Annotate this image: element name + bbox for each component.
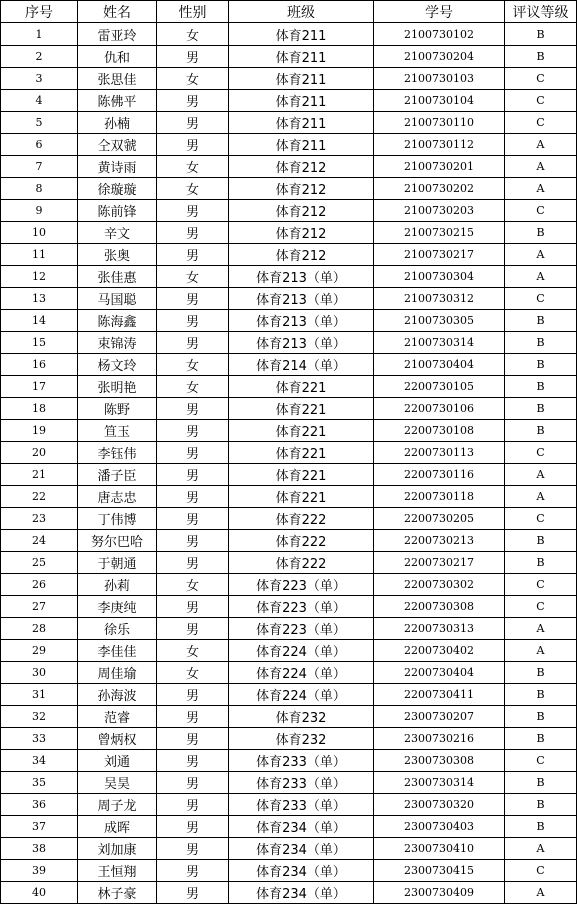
cell-gender: 男 <box>157 530 229 552</box>
cell-index: 5 <box>1 112 78 134</box>
cell-grade: B <box>505 728 577 750</box>
cell-student-id: 2100730104 <box>374 90 505 112</box>
cell-gender: 男 <box>157 750 229 772</box>
cell-index: 33 <box>1 728 78 750</box>
cell-grade: B <box>505 376 577 398</box>
table-row <box>1 486 577 508</box>
cell-student-id: 2200730118 <box>374 486 505 508</box>
table-row <box>1 310 577 332</box>
cell-name: 刘加康 <box>78 838 157 860</box>
cell-name: 于朝通 <box>78 552 157 574</box>
cell-name: 林子豪 <box>78 882 157 904</box>
cell-class: 体育212 <box>229 222 374 244</box>
table-row <box>1 596 577 618</box>
cell-gender: 男 <box>157 134 229 156</box>
cell-grade: B <box>505 662 577 684</box>
cell-name: 徐乐 <box>78 618 157 640</box>
cell-name: 范睿 <box>78 706 157 728</box>
table-row <box>1 552 577 574</box>
cell-grade: C <box>505 508 577 530</box>
table-row <box>1 728 577 750</box>
cell-name: 徐璇璇 <box>78 178 157 200</box>
cell-name: 张奥 <box>78 244 157 266</box>
cell-student-id: 2100730304 <box>374 266 505 288</box>
cell-student-id: 2100730112 <box>374 134 505 156</box>
table-row <box>1 750 577 772</box>
cell-name: 陈佛平 <box>78 90 157 112</box>
cell-index: 8 <box>1 178 78 200</box>
cell-grade: B <box>505 684 577 706</box>
table-body <box>1 23 577 904</box>
cell-gender: 男 <box>157 464 229 486</box>
cell-grade: A <box>505 618 577 640</box>
cell-gender: 男 <box>157 618 229 640</box>
cell-student-id: 2100730215 <box>374 222 505 244</box>
cell-index: 28 <box>1 618 78 640</box>
cell-gender: 女 <box>157 23 229 46</box>
cell-student-id: 2200730402 <box>374 640 505 662</box>
cell-name: 辛文 <box>78 222 157 244</box>
cell-index: 7 <box>1 156 78 178</box>
cell-name: 黄诗雨 <box>78 156 157 178</box>
cell-student-id: 2100730201 <box>374 156 505 178</box>
cell-grade: C <box>505 112 577 134</box>
cell-name: 李钰伟 <box>78 442 157 464</box>
cell-gender: 男 <box>157 398 229 420</box>
cell-class: 体育223（单） <box>229 574 374 596</box>
cell-grade: A <box>505 464 577 486</box>
cell-name: 王恒翔 <box>78 860 157 882</box>
cell-student-id: 2100730202 <box>374 178 505 200</box>
cell-index: 10 <box>1 222 78 244</box>
table-row <box>1 266 577 288</box>
table-row <box>1 530 577 552</box>
header-class: 班级 <box>229 1 374 23</box>
cell-student-id: 2300730403 <box>374 816 505 838</box>
table-row <box>1 354 577 376</box>
cell-name: 马国聪 <box>78 288 157 310</box>
cell-class: 体育211 <box>229 134 374 156</box>
table-row <box>1 222 577 244</box>
cell-student-id: 2200730217 <box>374 552 505 574</box>
cell-index: 31 <box>1 684 78 706</box>
cell-grade: A <box>505 178 577 200</box>
cell-name: 曾炳权 <box>78 728 157 750</box>
cell-student-id: 2100730103 <box>374 68 505 90</box>
table-row <box>1 288 577 310</box>
cell-name: 李庚纯 <box>78 596 157 618</box>
table-row <box>1 244 577 266</box>
cell-index: 24 <box>1 530 78 552</box>
cell-grade: B <box>505 420 577 442</box>
cell-index: 36 <box>1 794 78 816</box>
header-grade: 评议等级 <box>505 1 577 23</box>
cell-name: 雷亚玲 <box>78 23 157 46</box>
table-row <box>1 816 577 838</box>
table-row <box>1 662 577 684</box>
cell-student-id: 2100730204 <box>374 46 505 68</box>
cell-class: 体育212 <box>229 156 374 178</box>
table-row <box>1 200 577 222</box>
cell-grade: C <box>505 750 577 772</box>
cell-index: 40 <box>1 882 78 904</box>
cell-class: 体育234（单） <box>229 838 374 860</box>
cell-class: 体育211 <box>229 90 374 112</box>
cell-index: 2 <box>1 46 78 68</box>
cell-student-id: 2300730320 <box>374 794 505 816</box>
cell-grade: B <box>505 332 577 354</box>
cell-grade: B <box>505 310 577 332</box>
table-row <box>1 508 577 530</box>
cell-index: 37 <box>1 816 78 838</box>
cell-name: 张思佳 <box>78 68 157 90</box>
cell-name: 孙莉 <box>78 574 157 596</box>
cell-student-id: 2200730213 <box>374 530 505 552</box>
cell-index: 14 <box>1 310 78 332</box>
cell-class: 体育213（单） <box>229 288 374 310</box>
cell-gender: 男 <box>157 46 229 68</box>
cell-class: 体育223（单） <box>229 618 374 640</box>
cell-class: 体育221 <box>229 420 374 442</box>
cell-class: 体育213（单） <box>229 310 374 332</box>
cell-student-id: 2200730106 <box>374 398 505 420</box>
cell-gender: 男 <box>157 332 229 354</box>
cell-student-id: 2300730410 <box>374 838 505 860</box>
cell-class: 体育234（单） <box>229 882 374 904</box>
cell-index: 11 <box>1 244 78 266</box>
cell-gender: 男 <box>157 442 229 464</box>
cell-class: 体育213（单） <box>229 266 374 288</box>
cell-name: 仝双虢 <box>78 134 157 156</box>
cell-grade: A <box>505 640 577 662</box>
cell-class: 体育213（单） <box>229 332 374 354</box>
cell-class: 体育211 <box>229 68 374 90</box>
cell-gender: 男 <box>157 596 229 618</box>
cell-index: 21 <box>1 464 78 486</box>
cell-student-id: 2200730105 <box>374 376 505 398</box>
cell-index: 26 <box>1 574 78 596</box>
cell-name: 唐志忠 <box>78 486 157 508</box>
cell-gender: 女 <box>157 178 229 200</box>
cell-gender: 女 <box>157 354 229 376</box>
cell-grade: A <box>505 882 577 904</box>
cell-gender: 男 <box>157 794 229 816</box>
cell-class: 体育224（单） <box>229 662 374 684</box>
cell-grade: B <box>505 552 577 574</box>
cell-class: 体育212 <box>229 200 374 222</box>
header-index: 序号 <box>1 1 78 23</box>
cell-student-id: 2200730113 <box>374 442 505 464</box>
table-row <box>1 90 577 112</box>
cell-gender: 男 <box>157 310 229 332</box>
cell-index: 13 <box>1 288 78 310</box>
cell-index: 23 <box>1 508 78 530</box>
cell-name: 孙海波 <box>78 684 157 706</box>
cell-name: 吴昊 <box>78 772 157 794</box>
cell-gender: 女 <box>157 574 229 596</box>
cell-class: 体育222 <box>229 552 374 574</box>
cell-name: 笪玉 <box>78 420 157 442</box>
cell-name: 张佳惠 <box>78 266 157 288</box>
cell-gender: 男 <box>157 882 229 904</box>
table-row <box>1 706 577 728</box>
cell-grade: C <box>505 288 577 310</box>
table-row <box>1 772 577 794</box>
cell-index: 3 <box>1 68 78 90</box>
cell-grade: C <box>505 860 577 882</box>
cell-class: 体育222 <box>229 508 374 530</box>
cell-name: 仇和 <box>78 46 157 68</box>
cell-grade: A <box>505 266 577 288</box>
cell-class: 体育221 <box>229 376 374 398</box>
cell-name: 成晖 <box>78 816 157 838</box>
table-row <box>1 684 577 706</box>
cell-gender: 男 <box>157 200 229 222</box>
cell-gender: 女 <box>157 266 229 288</box>
cell-gender: 男 <box>157 860 229 882</box>
cell-class: 体育223（单） <box>229 596 374 618</box>
cell-gender: 女 <box>157 376 229 398</box>
cell-class: 体育232 <box>229 728 374 750</box>
cell-class: 体育212 <box>229 178 374 200</box>
cell-student-id: 2100730217 <box>374 244 505 266</box>
cell-grade: B <box>505 222 577 244</box>
cell-name: 陈海鑫 <box>78 310 157 332</box>
cell-student-id: 2200730302 <box>374 574 505 596</box>
table-row <box>1 618 577 640</box>
cell-student-id: 2100730312 <box>374 288 505 310</box>
header-gender: 性别 <box>157 1 229 23</box>
cell-class: 体育233（单） <box>229 772 374 794</box>
cell-student-id: 2200730308 <box>374 596 505 618</box>
header-name: 姓名 <box>78 1 157 23</box>
cell-name: 杨文玲 <box>78 354 157 376</box>
cell-grade: C <box>505 200 577 222</box>
cell-gender: 男 <box>157 112 229 134</box>
cell-gender: 男 <box>157 772 229 794</box>
cell-grade: B <box>505 794 577 816</box>
cell-name: 张明艳 <box>78 376 157 398</box>
table-row <box>1 464 577 486</box>
cell-index: 29 <box>1 640 78 662</box>
cell-class: 体育233（单） <box>229 794 374 816</box>
cell-class: 体育222 <box>229 530 374 552</box>
header-row <box>1 1 577 23</box>
cell-student-id: 2100730110 <box>374 112 505 134</box>
cell-student-id: 2300730216 <box>374 728 505 750</box>
cell-gender: 男 <box>157 486 229 508</box>
cell-class: 体育224（单） <box>229 684 374 706</box>
cell-grade: B <box>505 23 577 46</box>
cell-gender: 男 <box>157 508 229 530</box>
cell-class: 体育211 <box>229 112 374 134</box>
cell-index: 6 <box>1 134 78 156</box>
cell-gender: 女 <box>157 640 229 662</box>
cell-gender: 男 <box>157 420 229 442</box>
cell-gender: 男 <box>157 816 229 838</box>
cell-name: 丁伟博 <box>78 508 157 530</box>
cell-student-id: 2300730308 <box>374 750 505 772</box>
table-row <box>1 112 577 134</box>
cell-gender: 女 <box>157 156 229 178</box>
cell-index: 27 <box>1 596 78 618</box>
cell-gender: 男 <box>157 728 229 750</box>
cell-student-id: 2300730207 <box>374 706 505 728</box>
cell-name: 努尔巴哈 <box>78 530 157 552</box>
cell-index: 1 <box>1 23 78 46</box>
table-row <box>1 838 577 860</box>
table-row <box>1 640 577 662</box>
cell-class: 体育221 <box>229 398 374 420</box>
cell-index: 9 <box>1 200 78 222</box>
cell-grade: B <box>505 46 577 68</box>
cell-index: 39 <box>1 860 78 882</box>
cell-grade: A <box>505 156 577 178</box>
table-row <box>1 794 577 816</box>
table-row <box>1 23 577 46</box>
cell-grade: B <box>505 772 577 794</box>
cell-gender: 女 <box>157 662 229 684</box>
table-row <box>1 332 577 354</box>
table-row <box>1 420 577 442</box>
header-student-id: 学号 <box>374 1 505 23</box>
cell-name: 束锦涛 <box>78 332 157 354</box>
cell-class: 体育212 <box>229 244 374 266</box>
cell-student-id: 2100730305 <box>374 310 505 332</box>
cell-index: 17 <box>1 376 78 398</box>
cell-class: 体育211 <box>229 46 374 68</box>
table-row <box>1 376 577 398</box>
cell-gender: 男 <box>157 244 229 266</box>
cell-student-id: 2100730404 <box>374 354 505 376</box>
cell-index: 38 <box>1 838 78 860</box>
table-row <box>1 398 577 420</box>
cell-grade: B <box>505 816 577 838</box>
cell-student-id: 2200730116 <box>374 464 505 486</box>
cell-student-id: 2100730203 <box>374 200 505 222</box>
cell-grade: A <box>505 244 577 266</box>
cell-class: 体育214（单） <box>229 354 374 376</box>
cell-grade: B <box>505 706 577 728</box>
cell-gender: 女 <box>157 68 229 90</box>
cell-grade: C <box>505 442 577 464</box>
cell-name: 周子龙 <box>78 794 157 816</box>
cell-name: 周佳瑜 <box>78 662 157 684</box>
cell-student-id: 2200730108 <box>374 420 505 442</box>
cell-gender: 男 <box>157 684 229 706</box>
cell-class: 体育224（单） <box>229 640 374 662</box>
cell-class: 体育211 <box>229 23 374 46</box>
table-row <box>1 68 577 90</box>
cell-index: 30 <box>1 662 78 684</box>
cell-index: 16 <box>1 354 78 376</box>
cell-class: 体育234（单） <box>229 816 374 838</box>
cell-gender: 男 <box>157 706 229 728</box>
cell-index: 18 <box>1 398 78 420</box>
cell-student-id: 2300730409 <box>374 882 505 904</box>
cell-student-id: 2200730313 <box>374 618 505 640</box>
cell-grade: B <box>505 530 577 552</box>
cell-gender: 男 <box>157 838 229 860</box>
cell-student-id: 2300730314 <box>374 772 505 794</box>
cell-index: 22 <box>1 486 78 508</box>
cell-name: 陈前锋 <box>78 200 157 222</box>
cell-name: 刘通 <box>78 750 157 772</box>
cell-grade: C <box>505 596 577 618</box>
cell-index: 19 <box>1 420 78 442</box>
cell-grade: A <box>505 838 577 860</box>
cell-index: 35 <box>1 772 78 794</box>
table-row <box>1 156 577 178</box>
cell-student-id: 2200730404 <box>374 662 505 684</box>
cell-class: 体育232 <box>229 706 374 728</box>
cell-index: 15 <box>1 332 78 354</box>
cell-student-id: 2100730314 <box>374 332 505 354</box>
cell-gender: 男 <box>157 288 229 310</box>
cell-student-id: 2200730205 <box>374 508 505 530</box>
cell-name: 陈野 <box>78 398 157 420</box>
cell-name: 潘子臣 <box>78 464 157 486</box>
cell-grade: A <box>505 134 577 156</box>
cell-index: 25 <box>1 552 78 574</box>
table-row <box>1 46 577 68</box>
cell-class: 体育233（单） <box>229 750 374 772</box>
cell-class: 体育221 <box>229 486 374 508</box>
cell-index: 32 <box>1 706 78 728</box>
cell-grade: A <box>505 486 577 508</box>
table-row <box>1 442 577 464</box>
cell-class: 体育221 <box>229 442 374 464</box>
table-row <box>1 134 577 156</box>
cell-grade: B <box>505 398 577 420</box>
cell-name: 孙楠 <box>78 112 157 134</box>
cell-student-id: 2200730411 <box>374 684 505 706</box>
cell-gender: 男 <box>157 90 229 112</box>
cell-index: 20 <box>1 442 78 464</box>
cell-index: 12 <box>1 266 78 288</box>
table-row <box>1 574 577 596</box>
cell-grade: C <box>505 574 577 596</box>
cell-student-id: 2300730415 <box>374 860 505 882</box>
cell-grade: C <box>505 68 577 90</box>
cell-name: 李佳佳 <box>78 640 157 662</box>
cell-student-id: 2100730102 <box>374 23 505 46</box>
cell-class: 体育221 <box>229 464 374 486</box>
cell-class: 体育234（单） <box>229 860 374 882</box>
table-row <box>1 178 577 200</box>
table-row <box>1 882 577 904</box>
cell-index: 4 <box>1 90 78 112</box>
cell-grade: C <box>505 90 577 112</box>
cell-index: 34 <box>1 750 78 772</box>
cell-grade: B <box>505 354 577 376</box>
cell-gender: 男 <box>157 222 229 244</box>
cell-gender: 男 <box>157 552 229 574</box>
table-row <box>1 860 577 882</box>
